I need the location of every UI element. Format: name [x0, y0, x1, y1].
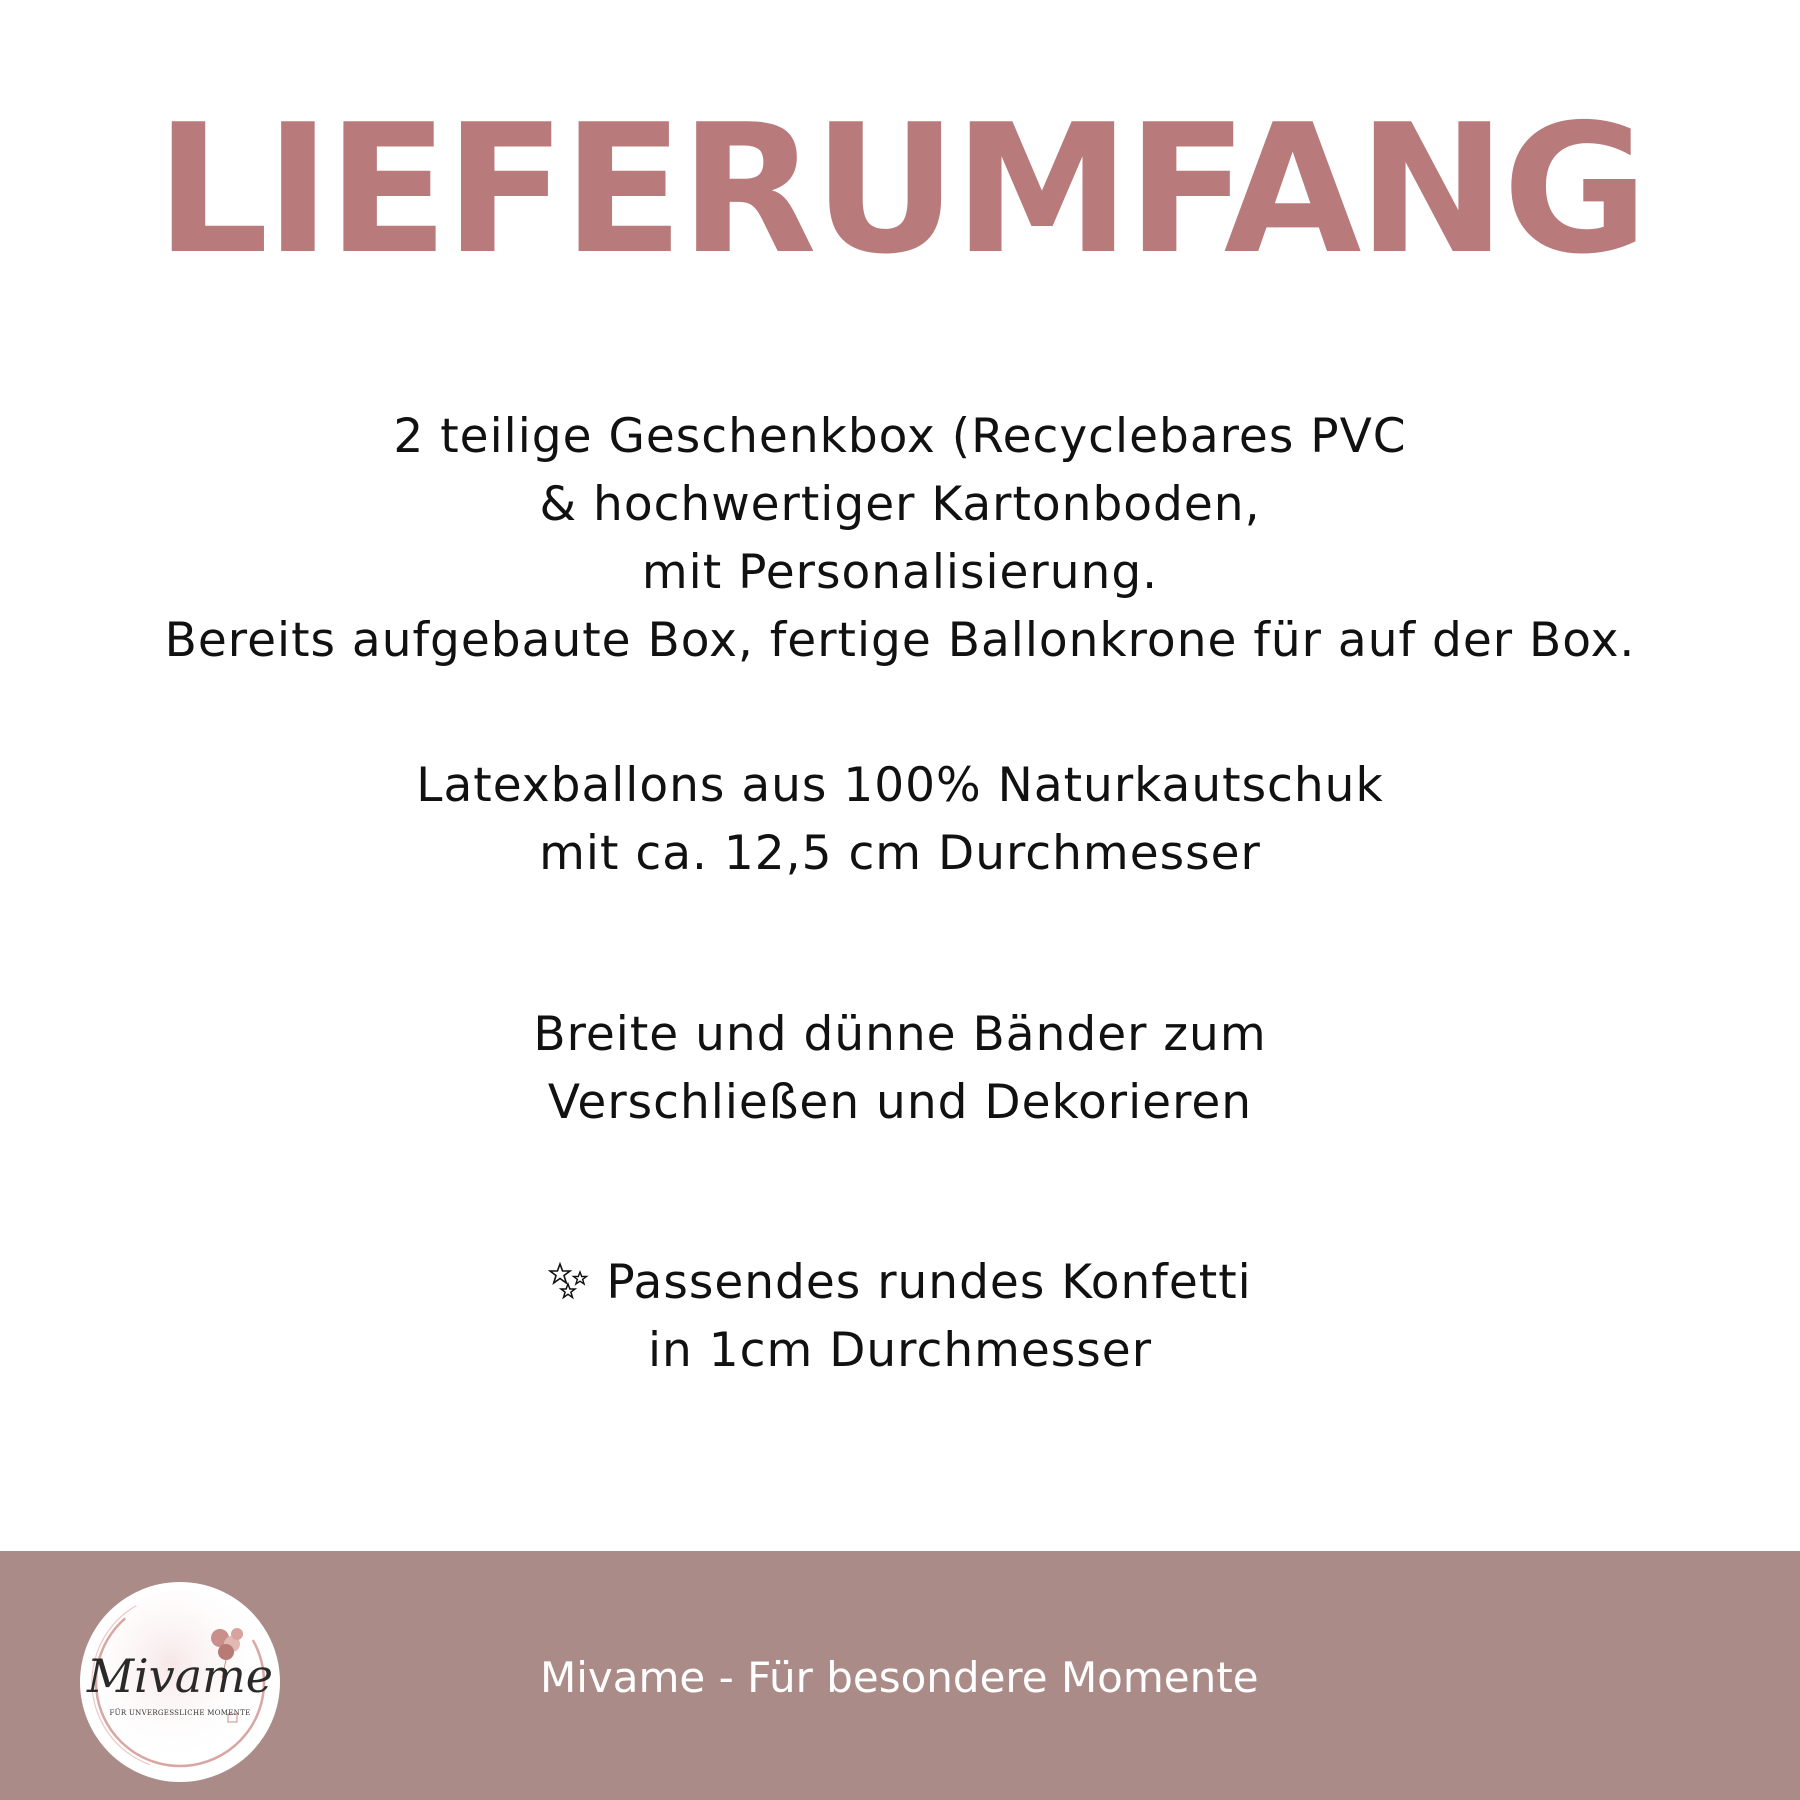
- item-text-line: 2 teilige Geschenkbox (Recyclebares PVC: [393, 409, 1407, 464]
- item-text: Passendes rundes Konfetti: [606, 1255, 1252, 1310]
- delivery-item-ribbons: [0, 1001, 1800, 1137]
- item-text-line: Bereits aufgebaute Box, fertige Ballonkrone für auf der Box.: [164, 613, 1636, 668]
- item-text-line: in 1cm Durchmesser: [647, 1323, 1153, 1378]
- brand-logo: [80, 1582, 280, 1782]
- delivery-item-confetti: [0, 1249, 1800, 1385]
- sparkles-icon: [548, 1262, 592, 1302]
- footer-tagline: Mivame - Für besondere Momente: [540, 1653, 1259, 1702]
- page-title: LIEFERUMFANG: [155, 86, 1645, 293]
- item-text-line-with-icon: [0, 1249, 1800, 1317]
- logo-subtitle: FÜR UNVERGESSLICHE MOMENTE: [109, 1709, 251, 1717]
- delivery-item-balloons: [0, 752, 1800, 888]
- item-text-line: & hochwertiger Kartonboden,: [539, 477, 1261, 532]
- delivery-item-gift-box: [0, 403, 1800, 675]
- item-text-line: Verschließen und Dekorieren: [547, 1075, 1253, 1130]
- item-text-line: mit Personalisierung.: [641, 545, 1159, 600]
- logo-wordmark: Mivame: [86, 1649, 274, 1703]
- item-text-line: Latexballons aus 100% Naturkautschuk: [416, 758, 1384, 813]
- item-text-line: Breite und dünne Bänder zum: [533, 1007, 1267, 1062]
- item-text-line: mit ca. 12,5 cm Durchmesser: [539, 826, 1261, 881]
